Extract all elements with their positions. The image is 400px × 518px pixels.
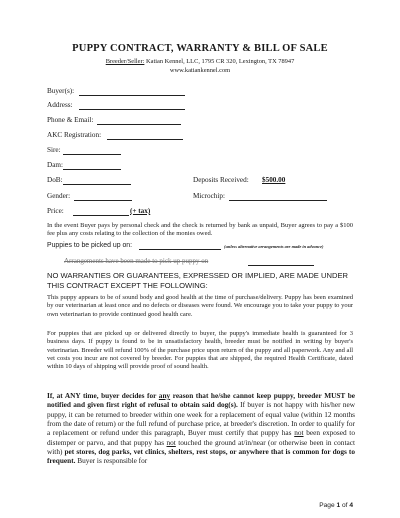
page-total: 4 xyxy=(349,502,353,509)
return-p2: If buyer is not happy with his/her new puppy, it can be returned to breeder within one week for a replacement of equal value (within 12 months from the date of return) or the full refund of purchase price, at breeder's discretion. In order to qualify for a replacement or refund under this paragraph, Buyer must certify that puppy has xyxy=(47,400,355,438)
pickup-date-line[interactable] xyxy=(139,249,221,250)
guarantee-paragraph: For puppies that are picked up or delivered directly to buyer, the puppy's immediate health is guaranteed for 3 business days. If puppy is found to be in unsatisfactory health, breeder must be notified in writing by buyer's veterinarian. Breeder will refund 100% of the purchase price upon return of the puppy and all paperwork. Any and all vet costs you incur are not covered by breeder. For puppies that are shipped, the required Health Certificate, dated within 10 days of shipping will provide proof of sound health. xyxy=(47,330,353,371)
pickup-label: Puppies to be picked up on: xyxy=(47,242,133,249)
sire-line[interactable] xyxy=(63,154,121,155)
phone-email-line[interactable] xyxy=(97,124,181,125)
price-label: Price: xyxy=(47,207,64,215)
page-word: Page xyxy=(319,502,335,509)
health-paragraph: This puppy appears to be of sound body and good health at the time of purchase/delivery. Puppy has been examined by our veterinarian at least once and no defects or diseases were found. We encourage you to take your puppy to your own veterinarian to provide continued good health care. xyxy=(47,294,353,318)
check-policy-text: In the event Buyer pays by personal check and the check is returned by bank as unpaid, Buyer agrees to pay a $100 fee plus any costs relating to the collection of the monies owed. xyxy=(47,222,353,238)
breeder-label: Breeder/Seller: xyxy=(105,58,145,65)
arrangements-text: Arrangements have been made to pick up puppy on xyxy=(64,257,209,265)
deposits-value: $500.00 xyxy=(262,176,286,184)
phone-email-label: Phone & Email: xyxy=(47,116,94,124)
dob-line[interactable] xyxy=(63,184,131,185)
return-p1: If, at ANY time, buyer decides for xyxy=(47,391,159,400)
page-current: 1 xyxy=(336,502,341,509)
return-p1b: reason that he/she cannot keep puppy, breeder MUST be notified and given first right of refusal to obtain said dog(s). xyxy=(47,391,355,410)
return-p3: been exposed to distemper or parvo, and that puppy has xyxy=(47,428,355,447)
page-of-word: of xyxy=(341,502,348,509)
arrangements-strikethrough xyxy=(64,257,208,265)
warranty-heading: NO WARRANTIES OR GUARANTEES, EXPRESSED OR IMPLIED, ARE MADE UNDER THIS CONTRACT EXCEPT THE FOLLOWING: xyxy=(47,271,348,290)
address-label: Address: xyxy=(47,101,73,109)
return-p5: Buyer is responsible for xyxy=(75,456,148,466)
dam-line[interactable] xyxy=(63,169,121,170)
document-title: PUPPY CONTRACT, WARRANTY & BILL OF SALE xyxy=(72,43,328,54)
return-p2-not: not xyxy=(294,428,304,438)
buyers-line[interactable] xyxy=(79,95,185,96)
breeder-line xyxy=(0,58,400,65)
microchip-line[interactable] xyxy=(229,200,327,201)
sire-label: Sire: xyxy=(47,146,61,154)
price-tax-note: (+ tax) xyxy=(130,207,151,215)
pickup-note: (unless alternative arrangements are made in advance) xyxy=(224,244,324,249)
dam-label: Dam: xyxy=(47,161,63,169)
akc-label: AKC Registration: xyxy=(47,131,102,139)
return-p3-not: not xyxy=(166,437,176,447)
return-p1-any: any xyxy=(158,391,171,400)
dob-label: DoB: xyxy=(47,176,63,184)
breeder-website: www.katiankennel.com xyxy=(169,67,231,74)
breeder-address: Katian Kennel, LLC, 1795 CR 320, Lexington, TX 78947 xyxy=(146,58,295,65)
return-paragraph xyxy=(47,391,355,466)
return-p4-bold: pet stores, dog parks, vet clinics, shelters, rest stops, or anywhere that is common for dogs to frequent. xyxy=(47,447,355,466)
akc-line[interactable] xyxy=(107,139,183,140)
return-p4: touched the ground at/in/near (or otherwise been in contact with) xyxy=(47,437,355,457)
gender-line[interactable] xyxy=(74,200,132,201)
buyers-label: Buyer(s): xyxy=(47,87,75,95)
price-line[interactable] xyxy=(73,215,129,216)
arrangements-line[interactable] xyxy=(248,265,314,266)
page-number xyxy=(319,502,353,509)
gender-label: Gender: xyxy=(47,192,71,200)
microchip-label: Microchip: xyxy=(193,192,225,200)
address-line[interactable] xyxy=(79,109,185,110)
deposits-label: Deposits Received: xyxy=(193,176,249,184)
